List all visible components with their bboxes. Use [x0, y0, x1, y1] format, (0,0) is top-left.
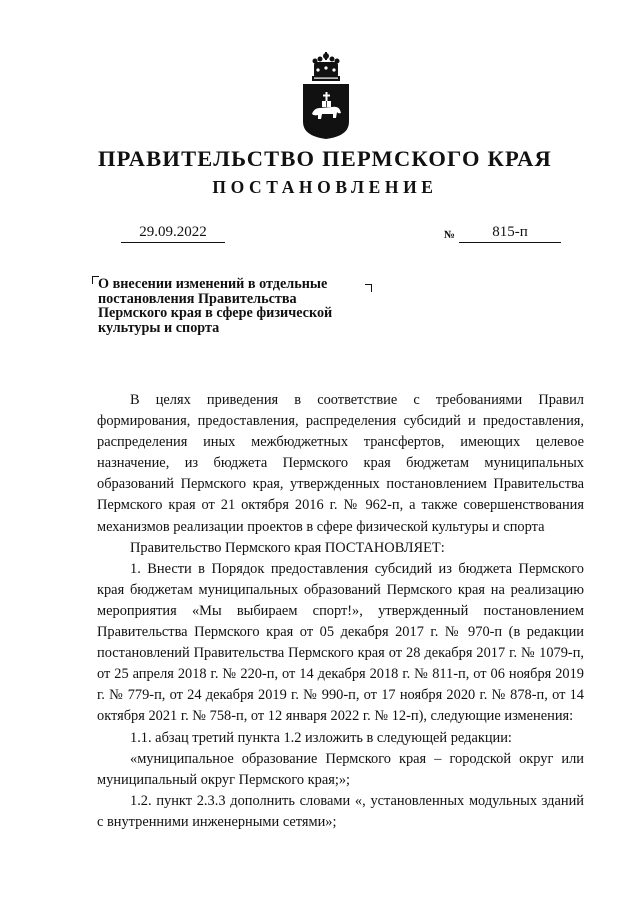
body-paragraph: 1.2. пункт 2.3.3 дополнить словами «, установленных модульных зданий с внутренними инженерными сетями»; — [97, 792, 584, 830]
body-paragraph: 1. Внести в Порядок предоставления субсидий из бюджета Пермского края бюджетам муниципальных образований Пермского края на реализацию мероприятия «Мы выбираем спорт!», утвержденный постановлением Правительства Пермского края от 05 декабря 2017 г. № 970-п (в редакции постановлений Правительства Пермского края от 28 декабря 2017 г. № 1079-п, от 25 апреля 2018 г. № 220-п, от 14 декабря 2018 г. № 811-п, от 06 ноября 2019 г. № 779-п, от 24 декабря 2019 г. № 990-п, от 17 ноября 2020 г. № 878-п, от 14 октября 2021 г. № 758-п, от 12 января 2022 г. № 12-п), следующие изменения: — [97, 560, 584, 725]
subject-line: О внесении изменений в отдельные — [98, 276, 328, 292]
document-subject — [98, 277, 378, 335]
subject-line: Пермского края в сфере физической — [98, 305, 333, 322]
coat-of-arms-icon — [300, 52, 352, 140]
document-type: ПОСТАНОВЛЕНИЕ — [212, 177, 438, 197]
subject-line: постановления Правительства — [98, 290, 297, 307]
subject-line: культуры и спорта — [98, 319, 220, 336]
government-name: ПРАВИТЕЛЬСТВО ПЕРМСКОГО КРАЯ — [97, 146, 553, 171]
body-paragraph: В целях приведения в соответствие с требованиями Правил формирования, предоставления, распределения субсидий и предоставления, распределения иных межбюджетных трансфертов, имеющих целевое назначение, из бюджета Пермского края бюджетам муниципальных образований Пермского края, утвержденных постановлением Правительства Пермского края от 21 октября 2016 г. № 962-п, а также совершенствования механизмов реализации проектов в сфере физической культуры и спорта — [97, 392, 584, 535]
number-sign: № — [444, 229, 456, 241]
body-paragraph: 1.1. абзац третий пункта 1.2 изложить в следующей редакции: — [130, 729, 512, 746]
body-paragraph: «муниципальное образование Пермского края – городской округ или муниципальный округ Пермского края;»; — [97, 750, 584, 788]
body-paragraph: Правительство Пермского края ПОСТАНОВЛЯЕТ: — [130, 539, 445, 556]
document-date: 29.09.2022 — [121, 222, 225, 243]
document-body — [97, 390, 584, 833]
document-number: 815-п — [459, 222, 561, 243]
